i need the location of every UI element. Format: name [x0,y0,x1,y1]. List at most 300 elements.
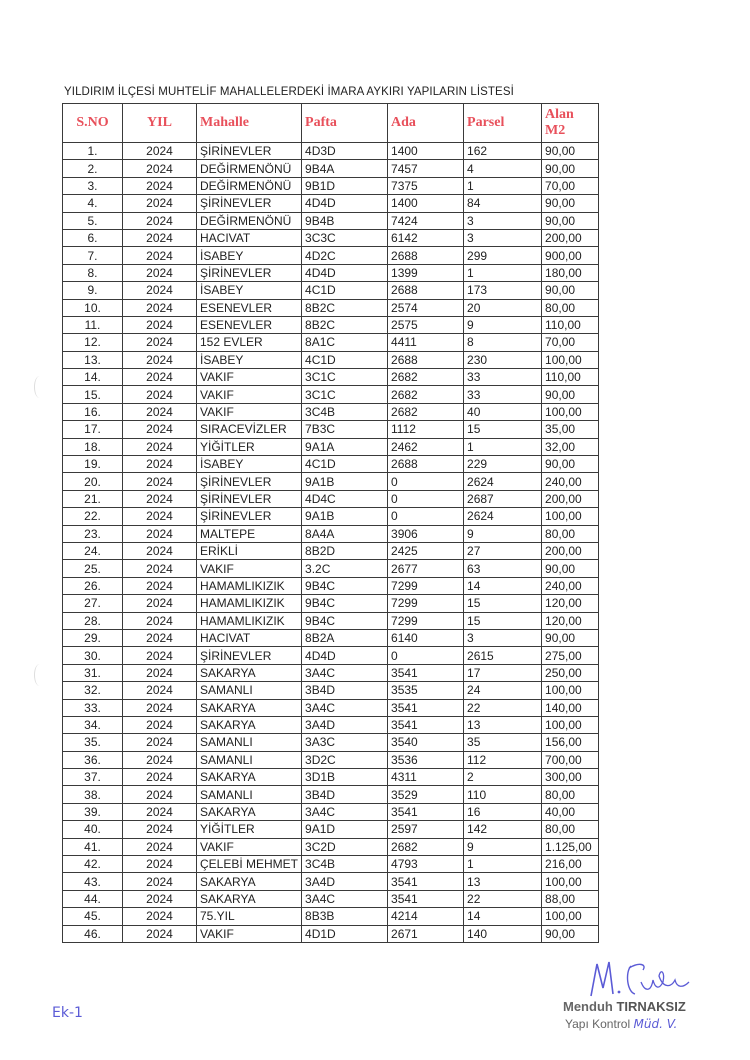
table-row [63,838,599,855]
table-row [63,629,599,646]
cell-pafta: 3A4C [302,890,388,907]
cell-ada: 1112 [388,421,464,438]
cell-yil: 2024 [123,525,197,542]
cell-ada: 2688 [388,282,464,299]
cell-mahalle: ŞİRİNEVLER [197,490,302,507]
cell-sno: 28. [63,612,123,629]
cell-parsel: 140 [464,925,542,942]
cell-pafta: 8B2D [302,542,388,559]
cell-mahalle: SAMANLI [197,682,302,699]
cell-mahalle: HAMAMLIKIZIK [197,577,302,594]
cell-mahalle: SAMANLI [197,734,302,751]
cell-parsel: 1 [464,438,542,455]
cell-parsel: 63 [464,560,542,577]
cell-ada: 6140 [388,629,464,646]
cell-parsel: 3 [464,229,542,246]
cell-ada: 3540 [388,734,464,751]
cell-alan: 200,00 [542,229,599,246]
table-row [63,299,599,316]
role-handwritten: Müd. V. [633,1017,678,1031]
table-row [63,577,599,594]
cell-parsel: 84 [464,195,542,212]
cell-alan: 120,00 [542,612,599,629]
cell-yil: 2024 [123,334,197,351]
cell-alan: 90,00 [542,560,599,577]
cell-ada: 0 [388,473,464,490]
cell-mahalle: SAKARYA [197,803,302,820]
cell-alan: 110,00 [542,316,599,333]
table-row [63,456,599,473]
cell-pafta: 8B2C [302,316,388,333]
cell-ada: 2597 [388,821,464,838]
cell-alan: 200,00 [542,542,599,559]
table-row [63,386,599,403]
cell-pafta: 3A4D [302,716,388,733]
cell-ada: 2677 [388,560,464,577]
cell-pafta: 8B2A [302,629,388,646]
cell-ada: 2682 [388,386,464,403]
cell-sno: 7. [63,247,123,264]
cell-parsel: 15 [464,421,542,438]
cell-yil: 2024 [123,751,197,768]
cell-parsel: 3 [464,212,542,229]
cell-yil: 2024 [123,177,197,194]
cell-ada: 2575 [388,316,464,333]
table-row [63,716,599,733]
cell-ada: 7299 [388,595,464,612]
cell-ada: 2462 [388,438,464,455]
cell-mahalle: VAKIF [197,386,302,403]
cell-mahalle: SAMANLI [197,751,302,768]
cell-ada: 4311 [388,769,464,786]
cell-sno: 42. [63,856,123,873]
cell-parsel: 299 [464,247,542,264]
header-alan: Alan M2 [542,104,599,143]
cell-yil: 2024 [123,595,197,612]
cell-mahalle: VAKIF [197,925,302,942]
cell-parsel: 2687 [464,490,542,507]
cell-ada: 3529 [388,786,464,803]
cell-sno: 1. [63,143,123,160]
cell-sno: 38. [63,786,123,803]
table-row [63,647,599,664]
cell-alan: 80,00 [542,299,599,316]
cell-ada: 7299 [388,577,464,594]
cell-sno: 32. [63,682,123,699]
cell-yil: 2024 [123,212,197,229]
cell-yil: 2024 [123,682,197,699]
table-row [63,821,599,838]
cell-alan: 275,00 [542,647,599,664]
cell-pafta: 3D2C [302,751,388,768]
cell-alan: 80,00 [542,786,599,803]
cell-pafta: 3A4C [302,699,388,716]
cell-mahalle: ŞİRİNEVLER [197,143,302,160]
cell-yil: 2024 [123,490,197,507]
violations-table [62,103,599,943]
table-row [63,421,599,438]
cell-mahalle: VAKIF [197,838,302,855]
cell-yil: 2024 [123,716,197,733]
table-row [63,664,599,681]
cell-mahalle: HAMAMLIKIZIK [197,595,302,612]
cell-sno: 45. [63,908,123,925]
cell-mahalle: İSABEY [197,351,302,368]
cell-pafta: 8A1C [302,334,388,351]
cell-yil: 2024 [123,577,197,594]
cell-pafta: 3B4D [302,786,388,803]
cell-sno: 20. [63,473,123,490]
table-row [63,177,599,194]
cell-parsel: 35 [464,734,542,751]
cell-sno: 18. [63,438,123,455]
cell-alan: 88,00 [542,890,599,907]
cell-sno: 27. [63,595,123,612]
cell-parsel: 1 [464,264,542,281]
cell-mahalle: HACIVAT [197,629,302,646]
cell-alan: 100,00 [542,403,599,420]
cell-yil: 2024 [123,734,197,751]
cell-parsel: 1 [464,177,542,194]
cell-parsel: 13 [464,716,542,733]
cell-sno: 35. [63,734,123,751]
cell-yil: 2024 [123,803,197,820]
cell-pafta: 4D1D [302,925,388,942]
cell-ada: 3535 [388,682,464,699]
cell-sno: 16. [63,403,123,420]
cell-yil: 2024 [123,456,197,473]
cell-mahalle: SAKARYA [197,873,302,890]
cell-yil: 2024 [123,160,197,177]
cell-sno: 14. [63,369,123,386]
cell-pafta: 4D4D [302,195,388,212]
cell-yil: 2024 [123,873,197,890]
cell-mahalle: HACIVAT [197,229,302,246]
cell-mahalle: ESENEVLER [197,299,302,316]
cell-alan: 156,00 [542,734,599,751]
cell-mahalle: İSABEY [197,456,302,473]
cell-ada: 1400 [388,195,464,212]
cell-parsel: 230 [464,351,542,368]
cell-ada: 7457 [388,160,464,177]
cell-ada: 4411 [388,334,464,351]
cell-alan: 90,00 [542,456,599,473]
cell-alan: 700,00 [542,751,599,768]
table-row [63,734,599,751]
cell-yil: 2024 [123,890,197,907]
table-row [63,769,599,786]
cell-ada: 0 [388,647,464,664]
cell-ada: 2425 [388,542,464,559]
cell-ada: 3906 [388,525,464,542]
cell-pafta: 7B3C [302,421,388,438]
cell-ada: 3541 [388,716,464,733]
table-row [63,143,599,160]
cell-sno: 33. [63,699,123,716]
cell-parsel: 22 [464,699,542,716]
cell-alan: 180,00 [542,264,599,281]
cell-alan: 100,00 [542,682,599,699]
table-row [63,890,599,907]
cell-pafta: 8B3B [302,908,388,925]
cell-alan: 40,00 [542,803,599,820]
cell-sno: 30. [63,647,123,664]
cell-parsel: 173 [464,282,542,299]
cell-sno: 6. [63,229,123,246]
margin-mark [34,664,45,686]
cell-pafta: 9B4C [302,612,388,629]
cell-parsel: 112 [464,751,542,768]
cell-alan: 1.125,00 [542,838,599,855]
cell-alan: 240,00 [542,577,599,594]
cell-mahalle: DEĞİRMENÖNÜ [197,212,302,229]
cell-yil: 2024 [123,821,197,838]
table-header-row [63,104,599,143]
cell-parsel: 40 [464,403,542,420]
cell-yil: 2024 [123,438,197,455]
cell-sno: 40. [63,821,123,838]
cell-mahalle: SAKARYA [197,699,302,716]
cell-alan: 90,00 [542,282,599,299]
cell-parsel: 15 [464,595,542,612]
table-row [63,873,599,890]
cell-alan: 100,00 [542,908,599,925]
cell-ada: 2682 [388,369,464,386]
signatory-role [565,1017,677,1031]
cell-pafta: 4D2C [302,247,388,264]
cell-yil: 2024 [123,369,197,386]
cell-mahalle: ŞİRİNEVLER [197,647,302,664]
cell-parsel: 2624 [464,508,542,525]
cell-yil: 2024 [123,386,197,403]
table-row [63,351,599,368]
cell-pafta: 4D4D [302,264,388,281]
cell-parsel: 9 [464,838,542,855]
cell-mahalle: ŞİRİNEVLER [197,264,302,281]
cell-yil: 2024 [123,925,197,942]
cell-sno: 21. [63,490,123,507]
cell-sno: 26. [63,577,123,594]
cell-parsel: 4 [464,160,542,177]
cell-pafta: 9B4C [302,595,388,612]
table-row [63,612,599,629]
cell-parsel: 2624 [464,473,542,490]
cell-parsel: 142 [464,821,542,838]
cell-ada: 2682 [388,838,464,855]
cell-ada: 1400 [388,143,464,160]
cell-yil: 2024 [123,838,197,855]
cell-sno: 43. [63,873,123,890]
cell-pafta: 3C1C [302,369,388,386]
cell-alan: 100,00 [542,716,599,733]
cell-pafta: 3.2C [302,560,388,577]
cell-mahalle: SIRACEVİZLER [197,421,302,438]
table-row [63,316,599,333]
cell-alan: 90,00 [542,195,599,212]
cell-parsel: 8 [464,334,542,351]
cell-pafta: 3C4B [302,856,388,873]
cell-ada: 2688 [388,247,464,264]
cell-sno: 46. [63,925,123,942]
cell-yil: 2024 [123,508,197,525]
cell-yil: 2024 [123,629,197,646]
cell-yil: 2024 [123,403,197,420]
cell-pafta: 4D4C [302,490,388,507]
cell-alan: 90,00 [542,629,599,646]
cell-yil: 2024 [123,421,197,438]
cell-sno: 25. [63,560,123,577]
cell-ada: 7424 [388,212,464,229]
cell-pafta: 3A4C [302,803,388,820]
cell-yil: 2024 [123,316,197,333]
cell-parsel: 2 [464,769,542,786]
table-row [63,699,599,716]
signature-image [585,958,695,1000]
cell-parsel: 14 [464,908,542,925]
cell-mahalle: ÇELEBİ MEHMET [197,856,302,873]
cell-parsel: 2615 [464,647,542,664]
cell-parsel: 20 [464,299,542,316]
cell-alan: 90,00 [542,925,599,942]
cell-mahalle: SAKARYA [197,890,302,907]
cell-ada: 2682 [388,403,464,420]
table-row [63,751,599,768]
table-row [63,264,599,281]
cell-parsel: 229 [464,456,542,473]
cell-parsel: 162 [464,143,542,160]
cell-mahalle: ŞİRİNEVLER [197,195,302,212]
cell-alan: 300,00 [542,769,599,786]
cell-mahalle: SAMANLI [197,786,302,803]
cell-yil: 2024 [123,351,197,368]
cell-parsel: 15 [464,612,542,629]
cell-pafta: 4C1D [302,456,388,473]
cell-alan: 250,00 [542,664,599,681]
cell-sno: 31. [63,664,123,681]
cell-ada: 3536 [388,751,464,768]
cell-sno: 10. [63,299,123,316]
cell-sno: 13. [63,351,123,368]
cell-ada: 2574 [388,299,464,316]
cell-pafta: 3A3C [302,734,388,751]
cell-yil: 2024 [123,908,197,925]
cell-alan: 90,00 [542,143,599,160]
cell-ada: 2671 [388,925,464,942]
table-row [63,560,599,577]
cell-parsel: 14 [464,577,542,594]
document-title: YILDIRIM İLÇESİ MUHTELİF MAHALLELERDEKİ İMARA AYKIRI YAPILARIN LİSTESİ [64,86,514,98]
cell-yil: 2024 [123,560,197,577]
cell-mahalle: YİĞİTLER [197,821,302,838]
cell-sno: 5. [63,212,123,229]
cell-mahalle: ŞİRİNEVLER [197,508,302,525]
cell-yil: 2024 [123,647,197,664]
cell-sno: 2. [63,160,123,177]
cell-sno: 37. [63,769,123,786]
table-row [63,542,599,559]
cell-ada: 4793 [388,856,464,873]
cell-pafta: 3C4B [302,403,388,420]
cell-alan: 100,00 [542,508,599,525]
cell-ada: 6142 [388,229,464,246]
cell-yil: 2024 [123,786,197,803]
table-row [63,508,599,525]
cell-alan: 200,00 [542,490,599,507]
cell-pafta: 8B2C [302,299,388,316]
cell-yil: 2024 [123,247,197,264]
cell-mahalle: İSABEY [197,282,302,299]
cell-ada: 0 [388,508,464,525]
cell-parsel: 17 [464,664,542,681]
cell-parsel: 22 [464,890,542,907]
role-printed: Yapı Kontrol [565,1017,631,1031]
cell-ada: 0 [388,490,464,507]
cell-alan: 70,00 [542,177,599,194]
cell-mahalle: SAKARYA [197,716,302,733]
margin-mark [34,376,45,398]
table-row [63,803,599,820]
cell-ada: 3541 [388,873,464,890]
table-row [63,595,599,612]
cell-pafta: 9B4A [302,160,388,177]
cell-sno: 15. [63,386,123,403]
cell-alan: 70,00 [542,334,599,351]
cell-ada: 3541 [388,803,464,820]
cell-alan: 900,00 [542,247,599,264]
cell-parsel: 27 [464,542,542,559]
cell-pafta: 8A4A [302,525,388,542]
cell-mahalle: SAKARYA [197,769,302,786]
cell-ada: 7375 [388,177,464,194]
cell-alan: 90,00 [542,160,599,177]
cell-alan: 90,00 [542,386,599,403]
cell-alan: 100,00 [542,873,599,890]
cell-mahalle: 152 EVLER [197,334,302,351]
table-row [63,403,599,420]
header-parsel: Parsel [464,104,542,143]
cell-sno: 23. [63,525,123,542]
table-row [63,856,599,873]
cell-sno: 41. [63,838,123,855]
table-row [63,438,599,455]
cell-alan: 110,00 [542,369,599,386]
table-row [63,925,599,942]
cell-mahalle: HAMAMLIKIZIK [197,612,302,629]
cell-alan: 216,00 [542,856,599,873]
cell-parsel: 13 [464,873,542,890]
cell-yil: 2024 [123,542,197,559]
header-sno: S.NO [63,104,123,143]
header-mahalle: Mahalle [197,104,302,143]
cell-sno: 24. [63,542,123,559]
cell-yil: 2024 [123,264,197,281]
cell-pafta: 4C1D [302,351,388,368]
table-row [63,786,599,803]
cell-mahalle: İSABEY [197,247,302,264]
annex-label: Ek-1 [52,1005,83,1021]
cell-alan: 140,00 [542,699,599,716]
cell-mahalle: SAKARYA [197,664,302,681]
header-pafta: Pafta [302,104,388,143]
cell-alan: 240,00 [542,473,599,490]
cell-alan: 32,00 [542,438,599,455]
cell-ada: 3541 [388,664,464,681]
signatory-last-name: TIRNAKSIZ [616,999,686,1014]
cell-pafta: 9A1B [302,508,388,525]
table-row [63,525,599,542]
table-row [63,195,599,212]
table-row [63,908,599,925]
